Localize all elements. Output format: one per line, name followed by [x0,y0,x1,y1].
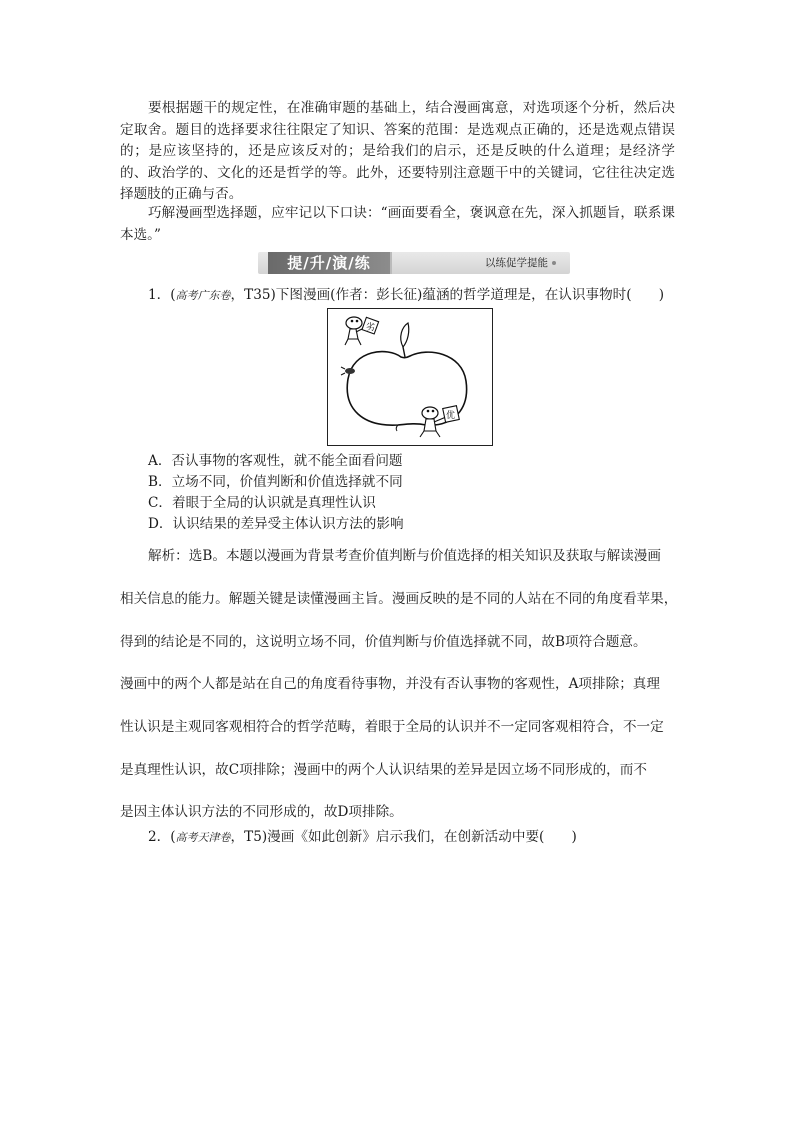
cartoon-figure [327,308,493,446]
option-d: D．认识结果的差异受主体认识方法的影响 [148,516,404,532]
apple-bottom-mark [396,425,398,431]
analysis-line-7: 是因主体认识方法的不同形成的，故D项排除。 [120,804,403,820]
question-2-source: 高考天津卷 [175,831,231,844]
section-banner [258,252,570,274]
apple-stem [403,347,405,357]
analysis-line-3: 得到的结论是不同的，这说明立场不同，价值判断与价值选择就不同，故B项符合题意。 [120,634,647,650]
apple-leaf [401,323,409,347]
analysis-line-4: 漫画中的两个人都是站在自己的角度看待事物，并没有否认事物的客观性，A项排除；真理 [120,676,660,692]
option-c: C．着眼于全局的认识就是真理性认识 [148,495,376,511]
banner-title: 提/升/演/练 [268,252,390,274]
analysis-line-1: 解析：选B。本题以漫画为背景考查价值判断与价值选择的相关知识及获取与解读漫画 [148,548,661,564]
banner-subtitle: 以练促学提能 [485,257,548,269]
sign-text-top: 劣 [366,323,376,333]
banner-subtitle-wrap [485,252,556,274]
analysis-line-6: 是真理性认识，故C项排除；漫画中的两个人认识结果的差异是因立场不同形成的，而不 [120,762,647,778]
question-2-text: ，T5)漫画《如此创新》启示我们，在创新活动中要( ) [230,829,577,845]
sign-text-bottom: 优 [446,411,456,421]
bug-figure [341,367,355,375]
question-2-number: 2．( [148,829,176,845]
dot-icon [552,261,556,265]
question-1-stem [148,285,664,306]
analysis-line-5: 性认识是主观同客观相符合的哲学范畴，着眼于全局的认识并不一定同客观相符合，不一定 [120,719,664,735]
intro-paragraph-1: 要根据题干的规定性，在准确审题的基础上，结合漫画寓意，对选项逐个分析，然后决定取舍。题目的选择要求往往限定了知识、答案的范围：是选观点正确的，还是选观点错误的；是应该坚持的，还是应该反对的；是给我们的启示，还是反映的什么道理；是经济学的、政治学的、文化的还是哲学的等。此外，还要特别注意题干中的关键词，它往往决定选择题肢的正确与否。 [120,100,675,202]
question-2-stem [148,827,577,848]
apple-cartoon-illustration [328,309,491,444]
question-1-source: 高考广东卷 [175,289,231,302]
question-1-text: ，T35)下图漫画(作者：彭长征)蕴涵的哲学道理是，在认识事物时( ) [230,287,665,303]
top-figure [345,317,379,345]
intro-paragraph-2: 巧解漫画型选择题，应牢记以下口诀：“画面要看全，褒讽意在先，深入抓题旨，联系课本选。” [120,205,675,243]
question-1-number: 1．( [148,287,176,303]
option-b: B．立场不同，价值判断和价值选择就不同 [148,474,403,490]
bottom-figure [420,406,459,437]
option-a: A．否认事物的客观性，就不能全面看问题 [148,453,403,469]
analysis-line-2: 相关信息的能力。解题关键是读懂漫画主旨。漫画反映的是不同的人站在不同的角度看苹果， [120,591,678,607]
